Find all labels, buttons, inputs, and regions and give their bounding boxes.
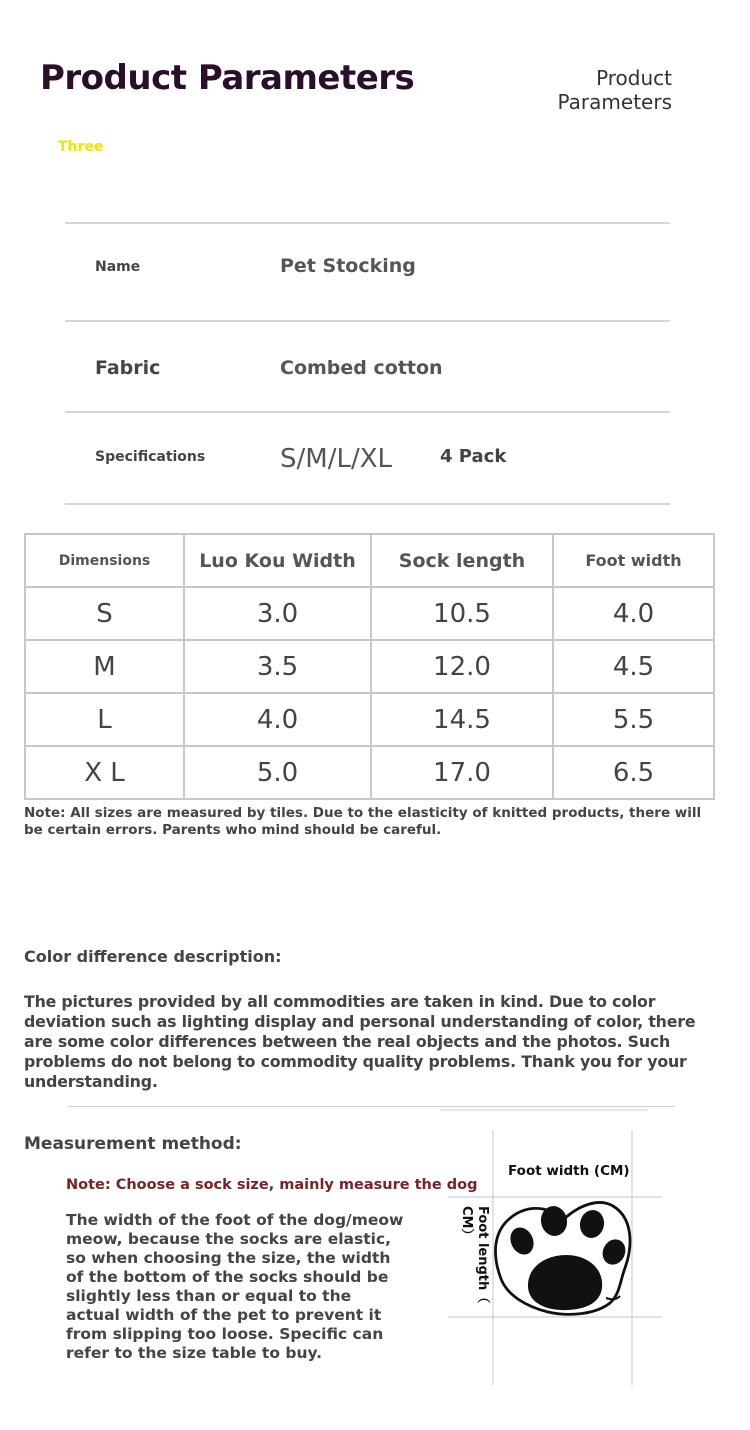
table-cell: 6.5 — [553, 746, 714, 799]
page-title-secondary-line1: Product — [596, 66, 672, 90]
measurement-note: Note: Choose a sock size, mainly measure the dog — [66, 1177, 478, 1193]
foot-length-label-line1: Foot length（ — [475, 1206, 490, 1304]
param-spec-pack: 4 Pack — [440, 446, 507, 467]
table-cell: 3.0 — [184, 587, 371, 640]
measurement-text: The width of the foot of the dog/meow meow, because the socks are elastic, so when choosing the size, the width of the bottom of the socks should be slightly less than or equal to the actual width of the pet to prevent it from slipping too loose. Specific can refer to the size table to buy. — [66, 1211, 404, 1362]
table-row — [25, 746, 714, 799]
param-spec-sizes: S/M/L/XL — [280, 444, 392, 474]
table-cell: 12.0 — [371, 640, 553, 693]
table-cell: 4.5 — [553, 640, 714, 693]
page-subtitle: Three — [58, 139, 104, 155]
size-note: Note: All sizes are measured by tiles. Due to the elasticity of knitted products, there will be certain errors. Parents who mind should be careful. — [24, 805, 702, 838]
table-cell: 5.0 — [184, 746, 371, 799]
color-difference-title: Color difference description: — [24, 947, 282, 966]
foot-length-label-line2: CM） — [459, 1206, 474, 1242]
divider — [65, 320, 670, 322]
page-title: Product Parameters — [40, 58, 415, 98]
table-cell: M — [25, 640, 184, 693]
table-header-cell: Dimensions — [25, 534, 184, 587]
table-row — [25, 693, 714, 746]
size-table — [24, 533, 715, 800]
divider — [65, 503, 670, 505]
param-fabric-value: Combed cotton — [280, 357, 443, 379]
table-cell: 14.5 — [371, 693, 553, 746]
table-row — [25, 640, 714, 693]
param-spec-label: Specifications — [95, 449, 206, 465]
size-table-header — [25, 534, 714, 587]
table-cell: 10.5 — [371, 587, 553, 640]
param-name-value: Pet Stocking — [280, 255, 416, 277]
page-title-secondary-line2: Parameters — [557, 90, 672, 114]
table-cell: 3.5 — [184, 640, 371, 693]
table-header-cell: Sock length — [371, 534, 553, 587]
param-fabric-label: Fabric — [95, 357, 161, 379]
divider — [65, 222, 670, 224]
param-name-label: Name — [95, 259, 141, 275]
table-header-cell: Luo Kou Width — [184, 534, 371, 587]
table-cell: S — [25, 587, 184, 640]
divider — [65, 411, 670, 413]
table-cell: L — [25, 693, 184, 746]
table-cell: 4.0 — [553, 587, 714, 640]
table-cell: 17.0 — [371, 746, 553, 799]
color-difference-text: The pictures provided by all commodities are taken in kind. Due to color deviation such as lighting display and personal understanding of color, there are some color differences between the real objects and the photos. Such problems do not belong to commodity quality problems. Thank you for your understanding. — [24, 992, 696, 1091]
foot-width-label: Foot width (CM) — [508, 1163, 630, 1179]
page-title-secondary — [540, 66, 672, 114]
foot-length-label — [458, 1206, 490, 1303]
table-row — [25, 587, 714, 640]
table-header-cell: Foot width — [553, 534, 714, 587]
table-cell: 4.0 — [184, 693, 371, 746]
table-cell: X L — [25, 746, 184, 799]
measurement-title: Measurement method: — [24, 1134, 242, 1154]
table-cell: 5.5 — [553, 693, 714, 746]
